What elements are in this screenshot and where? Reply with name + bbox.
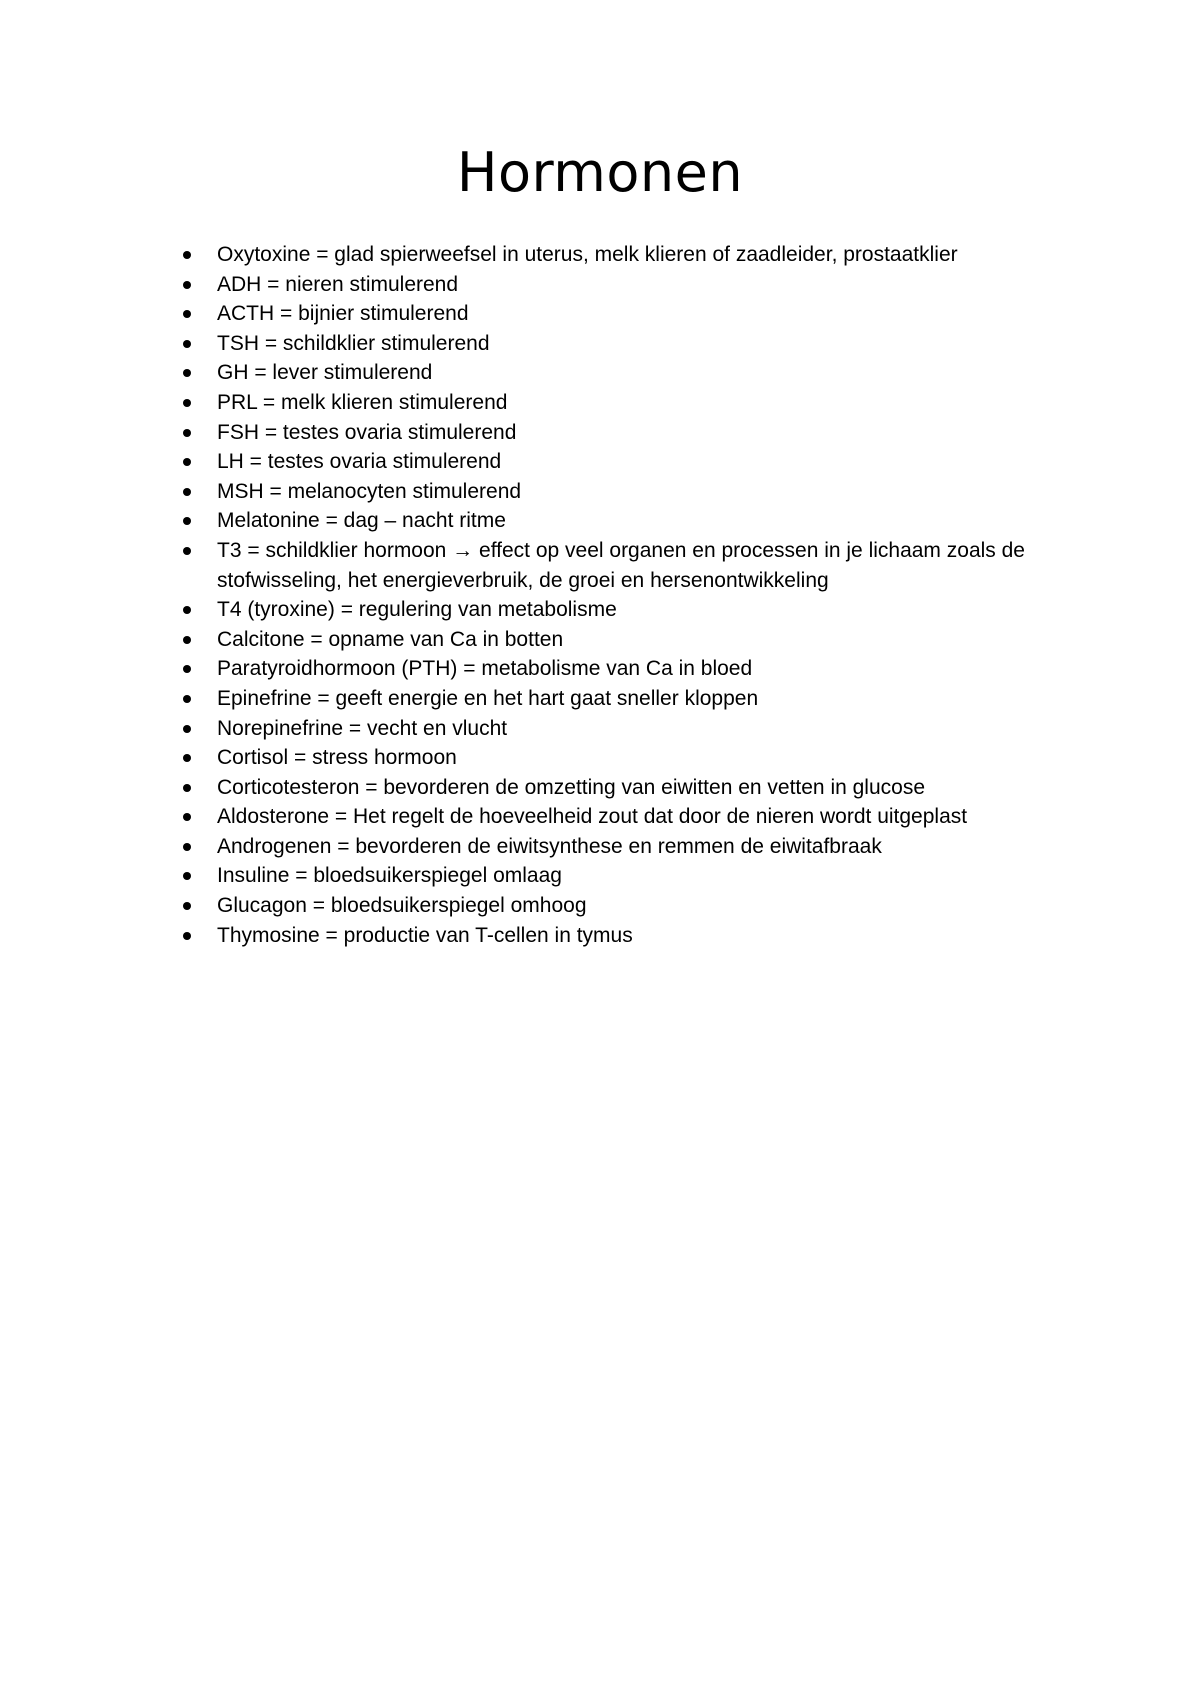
bullet-icon	[183, 902, 191, 910]
bullet-icon	[183, 665, 191, 673]
list-item-text: Epinefrine = geeft energie en het hart gaat sneller kloppen	[217, 686, 759, 710]
list-item	[183, 743, 1063, 773]
bullet-icon	[183, 606, 191, 614]
list-item	[183, 861, 1063, 891]
bullet-icon	[183, 517, 191, 525]
list-item-text: Androgenen = bevorderen de eiwitsynthese en remmen de eiwitafbraak	[217, 834, 882, 858]
list-item	[183, 447, 1063, 477]
list-item-text: Aldosterone = Het regelt de hoeveelheid zout dat door de nieren wordt uitgeplast	[217, 805, 968, 829]
list-item-text: Glucagon = bloedsuikerspiegel omhoog	[217, 894, 587, 918]
bullet-icon	[183, 784, 191, 792]
list-item	[183, 773, 1063, 803]
list-item	[183, 299, 1063, 329]
list-item-text: Insuline = bloedsuikerspiegel omlaag	[217, 864, 562, 888]
list-item	[183, 418, 1063, 448]
list-item	[183, 625, 1063, 655]
list-item	[183, 595, 1063, 625]
list-item	[183, 358, 1063, 388]
page-title: Hormonen	[456, 141, 744, 204]
list-item-text: Thymosine = productie van T-cellen in tymus	[217, 923, 633, 947]
list-item	[183, 329, 1063, 359]
list-item-text: ADH = nieren stimulerend	[217, 272, 459, 296]
list-item-text: Cortisol = stress hormoon	[217, 746, 457, 770]
list-item-text: Paratyroidhormoon (PTH) = metabolisme van Ca in bloed	[217, 657, 753, 681]
list-item-text: Corticotesteron = bevorderen de omzetting van eiwitten en vetten in glucose	[217, 775, 926, 799]
bullet-icon	[183, 725, 191, 733]
bullet-icon	[183, 813, 191, 821]
list-item-text: Norepinefrine = vecht en vlucht	[217, 716, 508, 740]
bullet-icon	[183, 843, 191, 851]
bullet-icon	[183, 695, 191, 703]
list-item-text: Calcitone = opname van Ca in botten	[217, 627, 564, 651]
bullet-icon	[183, 429, 191, 437]
list-item-text: PRL = melk klieren stimulerend	[217, 390, 508, 414]
list-item	[183, 832, 1063, 862]
list-item-text: ACTH = bijnier stimulerend	[217, 302, 469, 326]
list-item-text: GH = lever stimulerend	[217, 361, 433, 385]
list-item-text: TSH = schildklier stimulerend	[217, 331, 490, 355]
bullet-icon	[183, 872, 191, 880]
list-item-text: T4 (tyroxine) = regulering van metabolisme	[217, 598, 617, 622]
list-item	[183, 714, 1063, 744]
list-item	[183, 802, 1063, 832]
list-item	[183, 684, 1063, 714]
list-item	[183, 536, 1063, 595]
list-item-text: LH = testes ovaria stimulerend	[217, 450, 502, 474]
bullet-icon	[183, 488, 191, 496]
bullet-icon	[183, 636, 191, 644]
list-item-text: FSH = testes ovaria stimulerend	[217, 420, 517, 444]
bullet-icon	[183, 399, 191, 407]
list-item	[183, 891, 1063, 921]
bullet-icon	[183, 458, 191, 466]
bullet-icon	[183, 310, 191, 318]
bullet-icon	[183, 932, 191, 940]
list-item-text: T3 = schildklier hormoon → effect op veel organen en processen in je lichaam zoals de stofwisseling, het energieverbruik, de groei en hersenontwikkeling	[217, 538, 1025, 592]
bullet-icon	[183, 547, 191, 555]
bullet-icon	[183, 754, 191, 762]
bullet-icon	[183, 340, 191, 348]
bullet-icon	[183, 251, 191, 259]
list-item	[183, 270, 1063, 300]
list-item	[183, 388, 1063, 418]
list-item-text: Oxytoxine = glad spierweefsel in uterus, melk klieren of zaadleider, prostaatklier	[217, 243, 958, 266]
list-item-text: MSH = melanocyten stimulerend	[217, 479, 522, 503]
list-item	[183, 506, 1063, 536]
list-item-text: Melatonine = dag – nacht ritme	[217, 509, 506, 533]
bullet-icon	[183, 281, 191, 289]
list-item	[183, 921, 1063, 951]
list-item	[183, 654, 1063, 684]
bullet-icon	[183, 369, 191, 377]
list-item	[183, 477, 1063, 507]
list-item	[183, 240, 1063, 270]
hormone-list	[183, 240, 1063, 950]
